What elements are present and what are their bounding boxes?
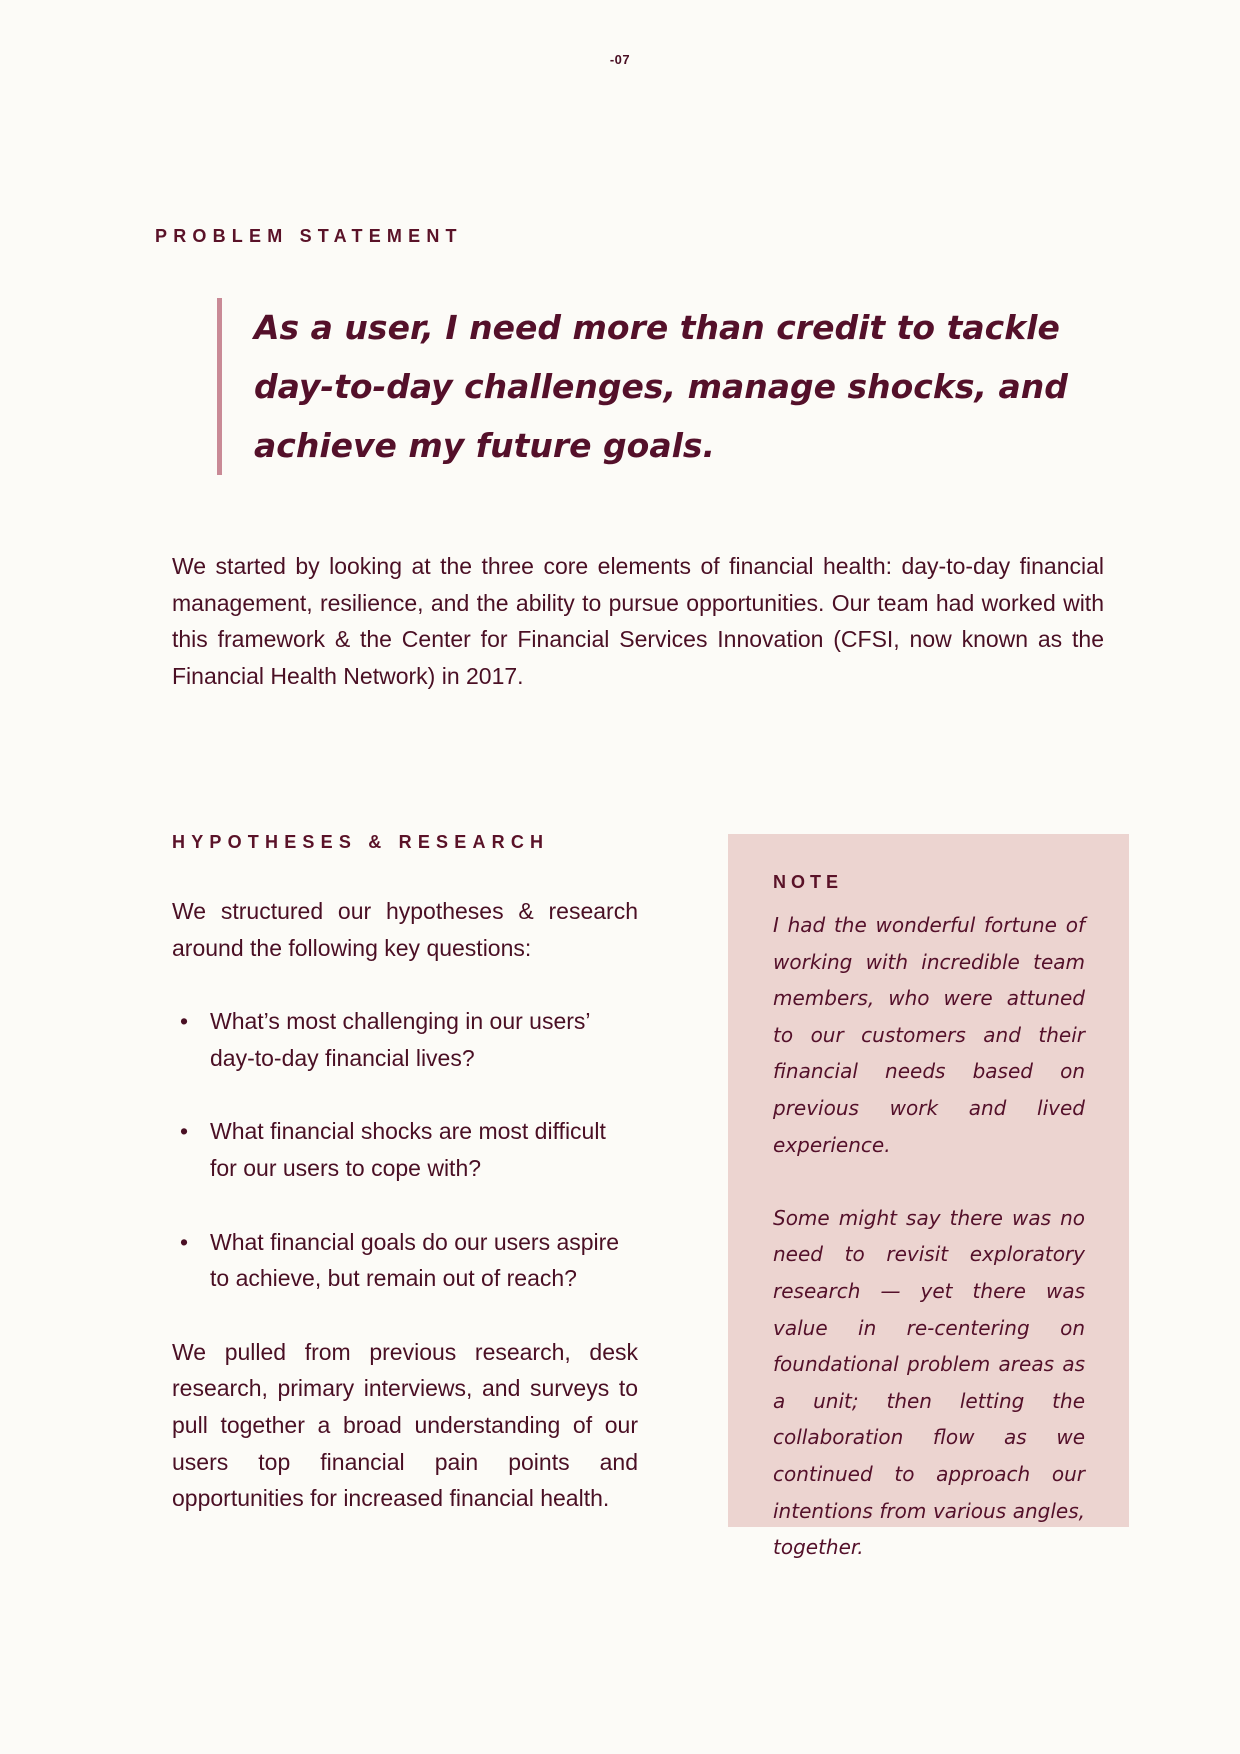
key-questions-list xyxy=(172,1003,638,1297)
question-text: What’s most challenging in our users’ day-to-day financial lives? xyxy=(210,1008,590,1071)
question-text: What financial goals do our users aspire to achieve, but remain out of reach? xyxy=(210,1228,620,1292)
quote-line: achieve my future goals. xyxy=(254,426,716,465)
bullet-icon: • xyxy=(180,1118,189,1145)
list-item xyxy=(172,1224,638,1297)
problem-statement-heading: PROBLEM STATEMENT xyxy=(155,226,463,246)
note-box xyxy=(728,834,1129,1560)
question-text: What financial shocks are most difficult for our users to cope with? xyxy=(210,1118,606,1181)
quote-line: As a user, I need more than credit to tackle xyxy=(254,308,1060,347)
list-item xyxy=(172,1113,638,1186)
hypotheses-intro-paragraph: We structured our hypotheses & research around the following key questions: xyxy=(172,898,638,961)
hypotheses-research-heading: HYPOTHESES & RESEARCH xyxy=(172,832,550,852)
quote-line: day-to-day challenges, manage shocks, and xyxy=(254,367,1068,406)
hypotheses-column xyxy=(172,893,638,1517)
list-item xyxy=(172,1003,638,1076)
note-paragraph: I had the wonderful fortune of working with incredible team members, who were attuned to our customers and their financial needs based on previous work and lived experience. xyxy=(773,913,1085,1157)
problem-intro-paragraph: We started by looking at the three core elements of financial health: day-to-day financial management, resilience, and the ability to pursue opportunities. Our team had worked with this framework & the Center for Financial Services Innovation (CFSI, now known as the Financial Health Network) in 2017. xyxy=(172,553,1104,689)
problem-statement-quote xyxy=(217,298,1077,475)
page-number: -07 xyxy=(609,52,631,67)
note-paragraph: Some might say there was no need to revisit exploratory research — yet there was value in re-centering on foundational problem areas as a unit; then letting the collaboration flow as we continued to approach our intentions from various angles, together. xyxy=(773,1205,1085,1560)
bullet-icon: • xyxy=(180,1008,189,1035)
bullet-icon: • xyxy=(180,1228,189,1255)
hypotheses-closing-paragraph: We pulled from previous research, desk research, primary interviews, and surveys to pull together a broad understanding of our users top financial pain points and opportunities for increased financial health. xyxy=(172,1338,638,1512)
note-heading: NOTE xyxy=(773,872,844,892)
